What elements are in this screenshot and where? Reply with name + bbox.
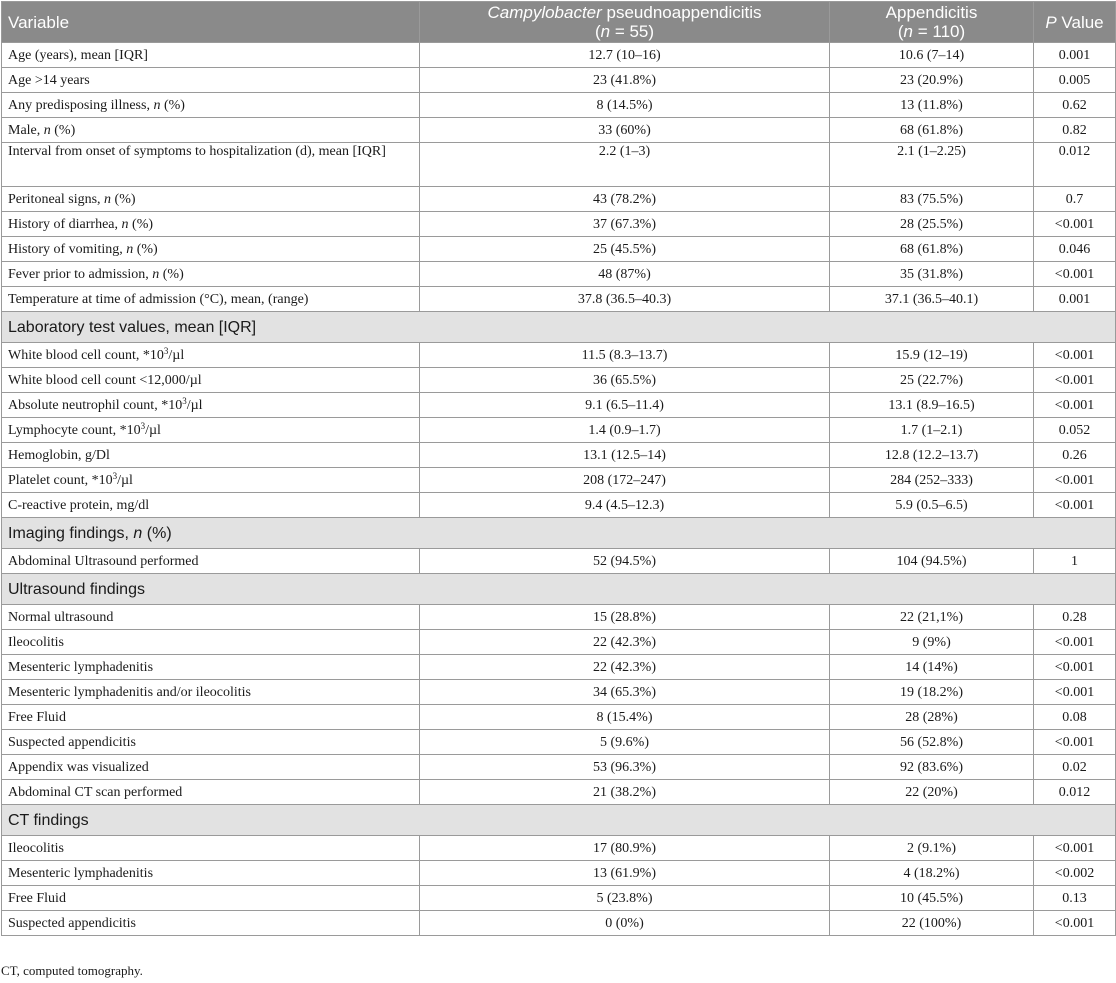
cell-campylobacter: 8 (15.4%) — [420, 705, 830, 730]
table-row — [2, 143, 1116, 187]
cell-campylobacter: 5 (9.6%) — [420, 730, 830, 755]
header-campylobacter-rest: pseudnoappendicitis — [601, 3, 762, 22]
cell-campylobacter: 208 (172–247) — [420, 468, 830, 493]
cell-campylobacter: 2.2 (1–3) — [420, 143, 830, 187]
section-header-row — [2, 518, 1116, 549]
cell-campylobacter: 33 (60%) — [420, 118, 830, 143]
row-label: Temperature at time of admission (°C), mean, (range) — [2, 287, 420, 312]
header-campylobacter-n-value: = 55) — [610, 22, 655, 41]
cell-appendicitis: 28 (25.5%) — [830, 212, 1034, 237]
row-label: Age (years), mean [IQR] — [2, 43, 420, 68]
cell-appendicitis: 83 (75.5%) — [830, 187, 1034, 212]
header-campylobacter — [420, 2, 830, 43]
cell-appendicitis: 15.9 (12–19) — [830, 343, 1034, 368]
section-imaging-suffix: (%) — [142, 524, 172, 542]
cell-campylobacter: 48 (87%) — [420, 262, 830, 287]
cell-p-value: <0.001 — [1034, 911, 1116, 936]
row-label-sup: 3 — [163, 345, 169, 356]
cell-appendicitis: 25 (22.7%) — [830, 368, 1034, 393]
row-label: C-reactive protein, mg/dl — [2, 493, 420, 518]
table-row — [2, 43, 1116, 68]
header-appendicitis — [830, 2, 1034, 43]
table-row — [2, 468, 1116, 493]
cell-campylobacter: 11.5 (8.3–13.7) — [420, 343, 830, 368]
cell-campylobacter: 13.1 (12.5–14) — [420, 443, 830, 468]
cell-appendicitis: 1.7 (1–2.1) — [830, 418, 1034, 443]
header-p-rest: Value — [1056, 12, 1104, 32]
row-label-suffix: (%) — [50, 122, 76, 138]
row-label — [2, 418, 420, 443]
cell-p-value: <0.001 — [1034, 468, 1116, 493]
row-label-text: Any predisposing illness, — [8, 97, 154, 113]
cell-p-value: 0.052 — [1034, 418, 1116, 443]
row-label-n: n — [43, 122, 51, 138]
header-appendicitis-n: n — [903, 22, 913, 41]
row-label-suffix: (%) — [111, 191, 136, 207]
cell-p-value: 0.012 — [1034, 143, 1116, 187]
table-row — [2, 630, 1116, 655]
row-label-text: Fever prior to admission, — [8, 266, 153, 282]
header-p-value — [1034, 2, 1116, 43]
cell-appendicitis: 5.9 (0.5–6.5) — [830, 493, 1034, 518]
cell-p-value: 0.001 — [1034, 43, 1116, 68]
row-label-text: Absolute neutrophil count, *10 — [8, 397, 183, 413]
row-label-text: History of vomiting, — [8, 241, 127, 257]
row-label: White blood cell count <12,000/µl — [2, 368, 420, 393]
cell-p-value: 0.62 — [1034, 93, 1116, 118]
table-row — [2, 68, 1116, 93]
cell-appendicitis: 4 (18.2%) — [830, 861, 1034, 886]
header-appendicitis-name: Appendicitis — [885, 3, 978, 22]
section-header-row — [2, 805, 1116, 836]
row-label — [2, 262, 420, 287]
row-label: Ileocolitis — [2, 630, 420, 655]
cell-campylobacter: 52 (94.5%) — [420, 549, 830, 574]
row-label-n: n — [104, 191, 112, 207]
row-label-text: Platelet count, *10 — [8, 472, 113, 488]
cell-appendicitis: 14 (14%) — [830, 655, 1034, 680]
row-label-sup: 3 — [112, 470, 118, 481]
row-label-n: n — [153, 97, 161, 113]
header-appendicitis-n-value: = 110) — [913, 22, 966, 41]
row-label-suffix: (%) — [159, 266, 184, 282]
row-label-suffix: /µl — [186, 397, 203, 413]
cell-campylobacter: 34 (65.3%) — [420, 680, 830, 705]
row-label-suffix: /µl — [117, 472, 133, 488]
cell-appendicitis: 22 (21,1%) — [830, 605, 1034, 630]
cell-campylobacter: 43 (78.2%) — [420, 187, 830, 212]
row-label: Abdominal Ultrasound performed — [2, 549, 420, 574]
cell-appendicitis: 13.1 (8.9–16.5) — [830, 393, 1034, 418]
row-label: Normal ultrasound — [2, 605, 420, 630]
cell-p-value: <0.001 — [1034, 368, 1116, 393]
row-label-text: Lymphocyte count, *10 — [8, 422, 141, 438]
row-label — [2, 468, 420, 493]
header-campylobacter-n-open: ( — [594, 22, 601, 41]
cell-appendicitis: 56 (52.8%) — [830, 730, 1034, 755]
table-row — [2, 418, 1116, 443]
row-label-n: n — [121, 216, 129, 232]
table-row — [2, 605, 1116, 630]
section-imaging-n: n — [133, 524, 143, 542]
table-row — [2, 836, 1116, 861]
table-row — [2, 118, 1116, 143]
section-header-row — [2, 574, 1116, 605]
cell-p-value: <0.001 — [1034, 343, 1116, 368]
row-label-sup: 3 — [140, 420, 146, 431]
cell-appendicitis: 22 (100%) — [830, 911, 1034, 936]
cell-p-value: 0.13 — [1034, 886, 1116, 911]
section-imaging — [2, 518, 1116, 549]
cell-campylobacter: 23 (41.8%) — [420, 68, 830, 93]
row-label — [2, 343, 420, 368]
row-label-n: n — [126, 241, 134, 257]
row-label: Ileocolitis — [2, 836, 420, 861]
cell-p-value: 0.02 — [1034, 755, 1116, 780]
table-row — [2, 755, 1116, 780]
row-label-suffix: /µl — [168, 347, 185, 363]
cell-campylobacter: 37.8 (36.5–40.3) — [420, 287, 830, 312]
table-row — [2, 886, 1116, 911]
cell-campylobacter: 9.4 (4.5–12.3) — [420, 493, 830, 518]
row-label-suffix: (%) — [160, 97, 185, 113]
cell-campylobacter: 0 (0%) — [420, 911, 830, 936]
row-label-text: White blood cell count, *10 — [8, 347, 164, 363]
cell-p-value: 0.012 — [1034, 780, 1116, 805]
table-row — [2, 393, 1116, 418]
table-row — [2, 549, 1116, 574]
header-campylobacter-name: Campylobacter — [487, 3, 602, 22]
row-label: Suspected appendicitis — [2, 730, 420, 755]
table-row — [2, 262, 1116, 287]
cell-appendicitis: 10 (45.5%) — [830, 886, 1034, 911]
section-ct: CT findings — [2, 805, 1116, 836]
row-label: Mesenteric lymphadenitis — [2, 861, 420, 886]
row-label: Abdominal CT scan performed — [2, 780, 420, 805]
table-row — [2, 237, 1116, 262]
row-label-suffix: (%) — [128, 216, 154, 232]
table-row — [2, 343, 1116, 368]
row-label — [2, 237, 420, 262]
row-label-text: History of diarrhea, — [8, 216, 122, 232]
row-label: Free Fluid — [2, 705, 420, 730]
cell-appendicitis: 284 (252–333) — [830, 468, 1034, 493]
header-p-italic: P — [1045, 12, 1057, 32]
cell-appendicitis: 2.1 (1–2.25) — [830, 143, 1034, 187]
table-row — [2, 911, 1116, 936]
cell-p-value: <0.001 — [1034, 630, 1116, 655]
row-label: Age >14 years — [2, 68, 420, 93]
cell-appendicitis: 68 (61.8%) — [830, 118, 1034, 143]
header-appendicitis-n-open: ( — [897, 22, 904, 41]
section-imaging-text: Imaging findings, — [8, 524, 134, 542]
row-label-n: n — [152, 266, 160, 282]
row-label — [2, 118, 420, 143]
cell-p-value: <0.001 — [1034, 262, 1116, 287]
cell-appendicitis: 28 (28%) — [830, 705, 1034, 730]
cell-p-value: <0.001 — [1034, 655, 1116, 680]
table-row — [2, 655, 1116, 680]
cell-appendicitis: 13 (11.8%) — [830, 93, 1034, 118]
cell-p-value: <0.002 — [1034, 861, 1116, 886]
cell-appendicitis: 22 (20%) — [830, 780, 1034, 805]
cell-appendicitis: 92 (83.6%) — [830, 755, 1034, 780]
table-row — [2, 680, 1116, 705]
row-label — [2, 393, 420, 418]
row-label — [2, 93, 420, 118]
section-ultrasound: Ultrasound findings — [2, 574, 1116, 605]
cell-campylobacter: 13 (61.9%) — [420, 861, 830, 886]
cell-campylobacter: 36 (65.5%) — [420, 368, 830, 393]
table-row — [2, 93, 1116, 118]
table-row — [2, 730, 1116, 755]
table-row — [2, 493, 1116, 518]
row-label: Appendix was visualized — [2, 755, 420, 780]
cell-p-value: 0.005 — [1034, 68, 1116, 93]
cell-p-value: 0.08 — [1034, 705, 1116, 730]
row-label-sup: 3 — [182, 395, 187, 406]
header-variable: Variable — [2, 2, 420, 43]
section-header-row — [2, 312, 1116, 343]
table-row — [2, 443, 1116, 468]
cell-p-value: 0.82 — [1034, 118, 1116, 143]
cell-p-value: 1 — [1034, 549, 1116, 574]
row-label — [2, 212, 420, 237]
cell-appendicitis: 10.6 (7–14) — [830, 43, 1034, 68]
row-label-text: Male, — [8, 122, 44, 138]
cell-p-value: 0.046 — [1034, 237, 1116, 262]
cell-p-value: 0.26 — [1034, 443, 1116, 468]
cell-p-value: <0.001 — [1034, 836, 1116, 861]
table-row — [2, 861, 1116, 886]
row-label-suffix: (%) — [133, 241, 158, 257]
row-label: Mesenteric lymphadenitis and/or ileocolitis — [2, 680, 420, 705]
row-label: Mesenteric lymphadenitis — [2, 655, 420, 680]
table-footnote: CT, computed tomography. — [1, 963, 143, 978]
cell-appendicitis: 2 (9.1%) — [830, 836, 1034, 861]
cell-p-value: 0.28 — [1034, 605, 1116, 630]
table-row — [2, 212, 1116, 237]
cell-campylobacter: 15 (28.8%) — [420, 605, 830, 630]
cell-campylobacter: 17 (80.9%) — [420, 836, 830, 861]
cell-campylobacter: 21 (38.2%) — [420, 780, 830, 805]
section-laboratory: Laboratory test values, mean [IQR] — [2, 312, 1116, 343]
cell-campylobacter: 22 (42.3%) — [420, 655, 830, 680]
results-table — [1, 1, 1116, 936]
cell-campylobacter: 1.4 (0.9–1.7) — [420, 418, 830, 443]
cell-p-value: <0.001 — [1034, 680, 1116, 705]
row-label — [2, 187, 420, 212]
header-row — [2, 2, 1116, 43]
cell-campylobacter: 53 (96.3%) — [420, 755, 830, 780]
cell-appendicitis: 37.1 (36.5–40.1) — [830, 287, 1034, 312]
cell-appendicitis: 68 (61.8%) — [830, 237, 1034, 262]
cell-campylobacter: 9.1 (6.5–11.4) — [420, 393, 830, 418]
cell-campylobacter: 8 (14.5%) — [420, 93, 830, 118]
cell-appendicitis: 104 (94.5%) — [830, 549, 1034, 574]
table-row — [2, 187, 1116, 212]
cell-campylobacter: 25 (45.5%) — [420, 237, 830, 262]
row-label: Hemoglobin, g/Dl — [2, 443, 420, 468]
row-label: Interval from onset of symptoms to hospitalization (d), mean [IQR] — [2, 143, 420, 187]
cell-p-value: 0.7 — [1034, 187, 1116, 212]
cell-p-value: <0.001 — [1034, 730, 1116, 755]
row-label-suffix: /µl — [145, 422, 161, 438]
table-row — [2, 368, 1116, 393]
cell-appendicitis: 12.8 (12.2–13.7) — [830, 443, 1034, 468]
cell-p-value: 0.001 — [1034, 287, 1116, 312]
table-row — [2, 287, 1116, 312]
row-label: Suspected appendicitis — [2, 911, 420, 936]
cell-campylobacter: 5 (23.8%) — [420, 886, 830, 911]
cell-appendicitis: 35 (31.8%) — [830, 262, 1034, 287]
cell-campylobacter: 12.7 (10–16) — [420, 43, 830, 68]
table-row — [2, 705, 1116, 730]
cell-appendicitis: 19 (18.2%) — [830, 680, 1034, 705]
table-row — [2, 780, 1116, 805]
cell-campylobacter: 37 (67.3%) — [420, 212, 830, 237]
row-label-text: Peritoneal signs, — [8, 191, 105, 207]
header-campylobacter-n: n — [600, 22, 611, 41]
cell-p-value: <0.001 — [1034, 393, 1116, 418]
cell-appendicitis: 23 (20.9%) — [830, 68, 1034, 93]
cell-p-value: <0.001 — [1034, 493, 1116, 518]
row-label: Free Fluid — [2, 886, 420, 911]
cell-p-value: <0.001 — [1034, 212, 1116, 237]
cell-campylobacter: 22 (42.3%) — [420, 630, 830, 655]
cell-appendicitis: 9 (9%) — [830, 630, 1034, 655]
